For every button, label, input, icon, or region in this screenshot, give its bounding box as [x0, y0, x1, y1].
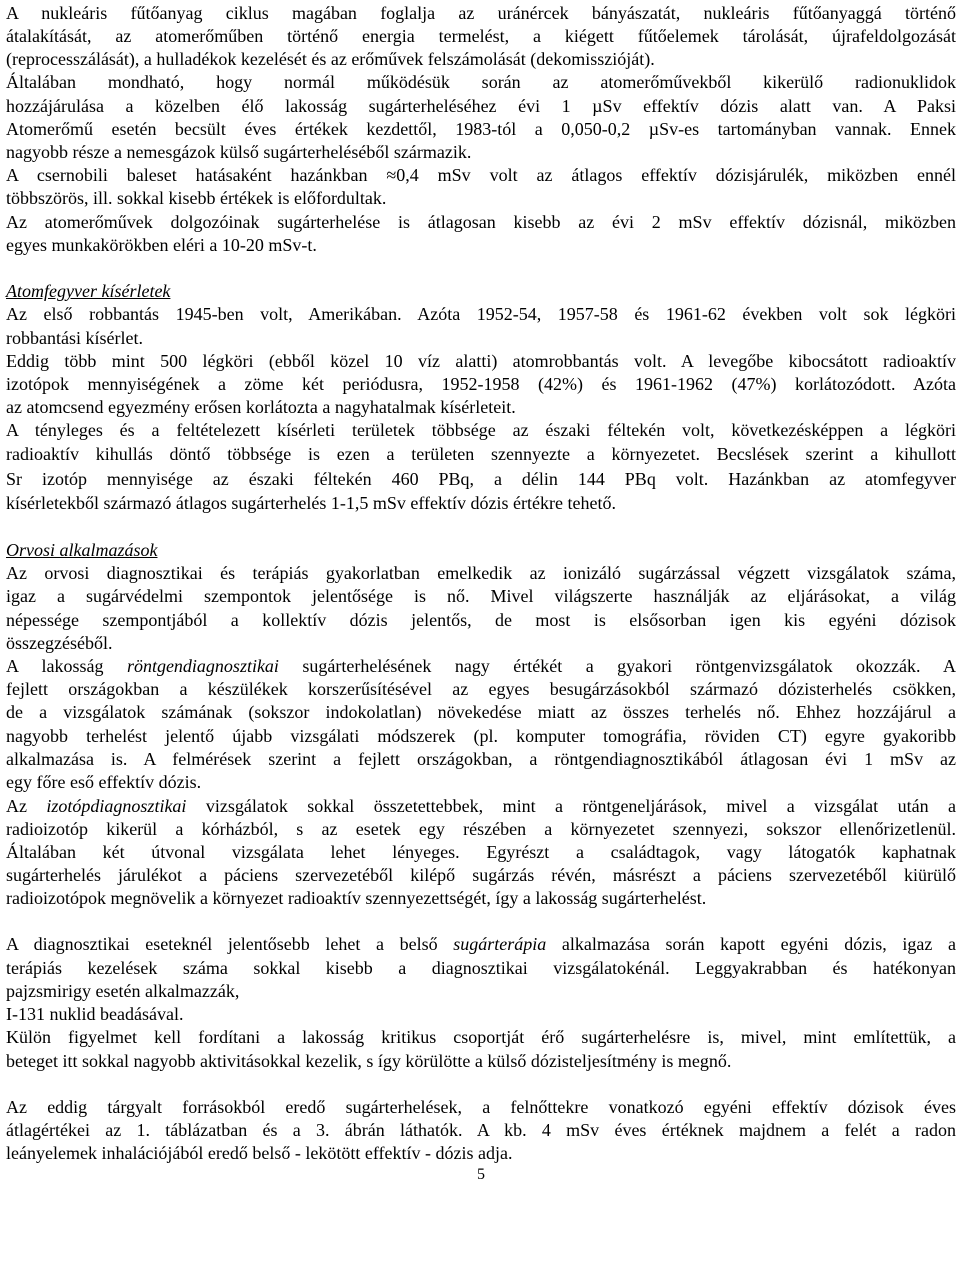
text-line: alkalmazása is. A felmérések szerint a fejlett országokban, a röntgendiagnosztikából átlagosan évi 1 mSv az — [6, 749, 956, 769]
text-line: átlagértékei az 1. táblázatban és a 3. ábrán láthatók. A kb. 4 mSv éves értéknek majdnem a felét a radon — [6, 1120, 956, 1140]
text-line: kísérletekből származó átlagos sugárterhelés 1-1,5 mSv effektív dózis értékre tehető. — [6, 493, 616, 513]
text-line: Külön figyelmet kell fordítani a lakosság kritikus csoportját érő sugárterhelésre is, mivel, mint említettük, a — [6, 1027, 956, 1047]
text-line: Eddig több mint 500 légköri (ebből közel 10 víz alatti) atomrobbantás volt. A levegőbe kibocsátott radioaktív — [6, 351, 956, 371]
text-line: Atomerőmű esetén becsült éves értékek kezdettől, 1983-tól a 0,050-0,2 µSv-es tartományban vannak. Ennek — [6, 119, 956, 139]
text-run: Sr izotóp mennyisége az északi féltekén 460 PBq, a délin 144 PBq volt. Hazánkban az atomfegyver — [6, 469, 956, 489]
text-line: igaz a sugárvédelmi szempontok jelentősége is nő. Mivel világszerte használják az eljárásokat, a világ — [6, 586, 956, 606]
emphasis-sugarterapia: sugárterápia — [453, 934, 547, 954]
text-line: fejlett országokban a készülékek korszerűsítésével az egyes besugárzásokból származó dózisterhelés csökken, — [6, 679, 956, 699]
text-line: izotópok mennyiségének a zöme két periódusra, 1952-1958 (42%) és 1961-1962 (47%) korlátozódott. Azóta — [6, 374, 956, 394]
page-number: 5 — [477, 1166, 485, 1183]
text-line — [6, 932, 956, 956]
text-line: Az eddig tárgyalt forrásokból eredő sugárterhelések, a felnőttekre vonatkozó egyéni effektív dózisok éves — [6, 1097, 956, 1117]
text-line-sr90 — [6, 467, 956, 491]
text-line: egy főre eső effektív dózis. — [6, 772, 202, 792]
text-line: radioaktív kihullás döntő többsége is ezen a területen szennyezte a környezetet. Becslések szerint a kihullott — [6, 444, 956, 464]
text-line: de a vizsgálatok számának (sokszor indokolatlan) növekedése miatt az összes terhelés nő. Ehhez hozzájárul a — [6, 702, 956, 722]
text-line: (reprocesszálását), a hulladékok kezelését és az erőművek felszámolását (dekomisszióját). — [6, 49, 655, 69]
text-line: népessége szempontjából a kollektív dózis jelentős, de most is elsősorban igen kis egyéni dózisok — [6, 610, 956, 630]
text-line: Általában mondható, hogy normál működésük során az atomerőművekből kikerülő radionuklidok — [6, 72, 956, 92]
text-line: Az első robbantás 1945-ben volt, Amerikában. Azóta 1952-54, 1957-58 és 1961-62 években volt sok légköri — [6, 304, 956, 324]
emphasis-rontgendiagnosztikai: röntgendiagnosztikai — [126, 656, 279, 676]
text-run: A lakosság — [6, 656, 127, 676]
text-line: sugárterhelés járulékot a páciens szervezetéből kilépő sugárzás révén, másrészt a páciens szervezetéből kiürülő — [6, 865, 956, 885]
text-line: radioizotópok megnövelik a környezet radioaktív szennyezettségét, így a lakosság sugárterhelést. — [6, 888, 707, 908]
emphasis-izotopdiagnosztikai: izotópdiagnosztikai — [46, 796, 187, 816]
text-line: Általában két útvonal vizsgálata lehet lényeges. Egyrészt a családtagok, vagy látogatók kaphatnak — [6, 842, 956, 862]
text-line: nagyobb része a nemesgázok külső sugárterheléséből származik. — [6, 142, 472, 162]
text-line: az atomcsend egyezmény erősen korlátozta a nagyhatalmak kísérleteit. — [6, 397, 516, 417]
text-line: Az orvosi diagnosztikai és terápiás gyakorlatban emelkedik az ionizáló sugárzással végzett vizsgálatok száma, — [6, 563, 956, 583]
text-line: összegzéséből. — [6, 633, 113, 653]
text-line: beteget itt sokkal nagyobb aktivitásokkal kezelik, s így körülötte a külső dózisteljesítmény is megnő. — [6, 1051, 732, 1071]
text-line: többszörös, ill. sokkal kisebb értékek is előfordultak. — [6, 188, 387, 208]
text-run: sugárterhelésének nagy értékét a gyakori röntgenvizsgálatok okozzák. A — [278, 656, 956, 676]
text-line — [6, 794, 956, 818]
text-line: terápiás kezelések száma sokkal kisebb a diagnosztikai vizsgálatokénál. Leggyakrabban és hatékonyan — [6, 958, 956, 978]
text-line: átalakítását, az atomerőműben történő energia termelést, a kiégett fűtőelemek tárolását, újrafeldolgozását — [6, 26, 956, 46]
text-run: A diagnosztikai eseteknél jelentősebb lehet a belső — [6, 934, 454, 954]
section-heading-orvosi: Orvosi alkalmazások — [6, 540, 158, 560]
text-line: I-131 nuklid beadásával. — [6, 1004, 184, 1024]
text-line: hozzájárulása a közelben élő lakosság sugárterheléséhez évi 1 µSv effektív dózis alatt van. A Paksi — [6, 96, 956, 116]
text-line: A nukleáris fűtőanyag ciklus magában foglalja az uránércek bányászatát, nukleáris fűtőanyaggá történő — [6, 3, 956, 23]
text-run: alkalmazása során kapott egyéni dózis, igaz a — [546, 934, 956, 954]
text-line: A csernobili baleset hatásaként hazánkban ≈0,4 mSv volt az átlagos effektív dózisjárulék, miközben ennél — [6, 165, 956, 185]
text-line: pajzsmirigy esetén alkalmazzák, — [6, 981, 240, 1001]
text-run: vizsgálatok sokkal összetettebbek, mint a röntgeneljárások, mivel a vizsgálat után a — [186, 796, 956, 816]
text-line: egyes munkakörökben eléri a 10-20 mSv-t. — [6, 235, 317, 255]
text-line: Az atomerőművek dolgozóinak sugárterhelése is átlagosan kisebb az évi 2 mSv effektív dózisnál, miközben — [6, 212, 956, 232]
text-line: robbantási kísérlet. — [6, 328, 143, 348]
section-heading-atomfegyver: Atomfegyver kísérletek — [6, 281, 171, 301]
text-run: Az — [6, 796, 47, 816]
text-line — [6, 654, 956, 678]
text-line: leányelemek inhalációjából eredő belső - lekötött effektív - dózis adja. — [6, 1143, 513, 1163]
text-line: nagyobb terhelést jelentő újabb vizsgálati módszerek (pl. komputer tomográfia, röviden CT) egyre gyakoribb — [6, 726, 956, 746]
text-line: radioizotóp kikerül a kórházból, s az esetek egy részében a környezetet szennyezi, sokszor ellenőrizetlenül. — [6, 819, 956, 839]
text-line: A tényleges és a feltételezett kísérleti területek többsége az északi féltekén volt, következésképpen a légköri — [6, 420, 956, 440]
